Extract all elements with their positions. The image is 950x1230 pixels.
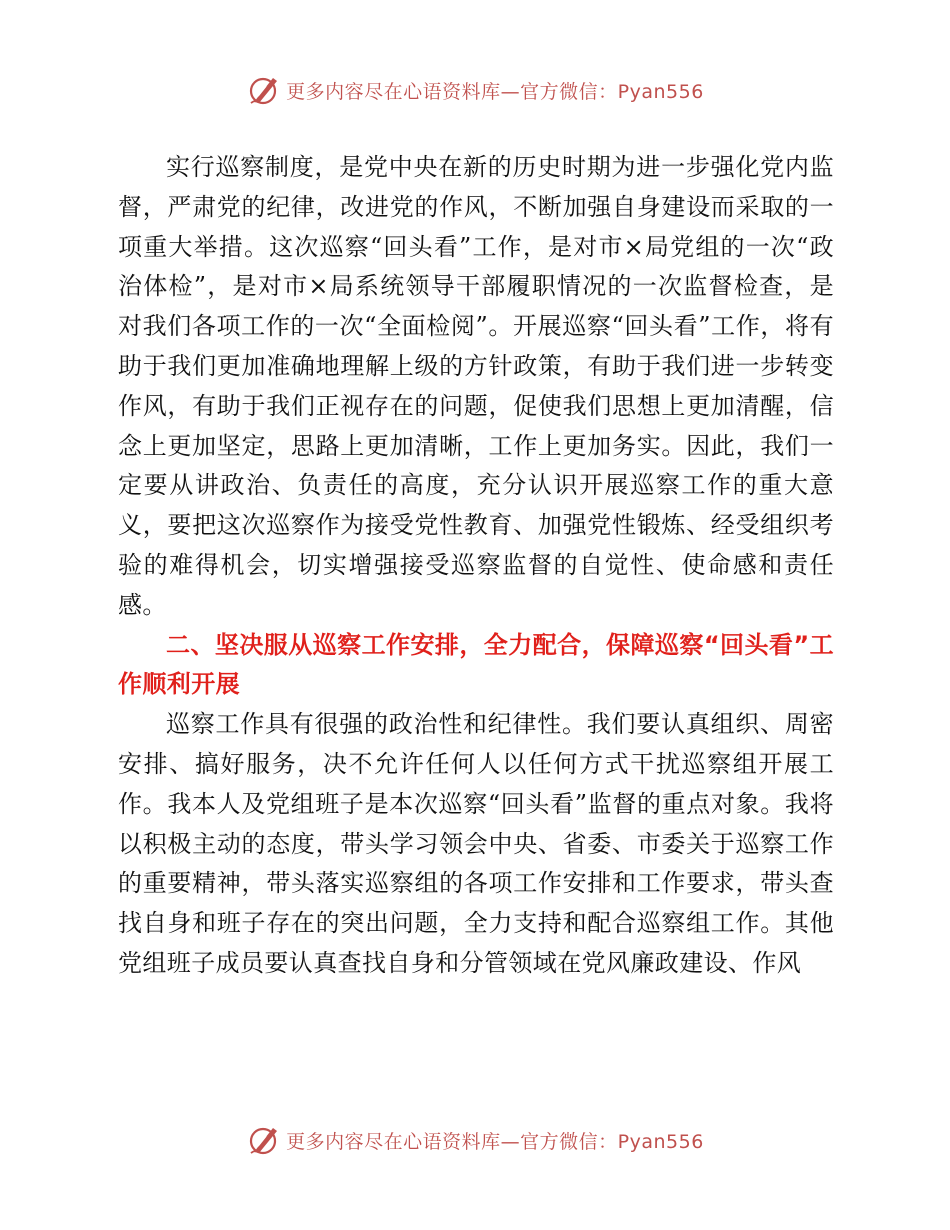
document-body bbox=[118, 148, 834, 984]
header-banner bbox=[0, 70, 950, 110]
footer-banner-text: 更多内容尽在心语资料库—官方微信：Pyan556 bbox=[286, 1130, 704, 1153]
body-paragraph: 实行巡察制度，是党中央在新的历史时期为进一步强化党内监督，严肃党的纪律，改进党的作风，不断加强自身建设而采取的一项重大举措。这次巡察“回头看”工作，是对市×局党组的一次“政治体检”，是对市×局系统领导干部履职情况的一次监督检查，是对我们各项工作的一次“全面检阅”。开展巡察“回头看”工作，将有助于我们更加准确地理解上级的方针政策，有助于我们进一步转变作风，有助于我们正视存在的问题，促使我们思想上更加清醒，信念上更加坚定，思路上更加清晰，工作上更加务实。因此，我们一定要从讲政治、负责任的高度，充分认识开展巡察工作的重大意义，要把这次巡察作为接受党性教育、加强党性锻炼、经受组织考验的难得机会，切实增强接受巡察监督的自觉性、使命感和责任感。 bbox=[118, 153, 834, 619]
header-banner-text: 更多内容尽在心语资料库—官方微信：Pyan556 bbox=[286, 80, 704, 103]
body-paragraph: 巡察工作具有很强的政治性和纪律性。我们要认真组织、周密安排、搞好服务，决不允许任何人以任何方式干扰巡察组开展工作。我本人及党组班子是本次巡察“回头看”监督的重点对象。我将以积极主动的态度，带头学习领会中央、省委、市委关于巡察工作的重要精神，带头落实巡察组的各项工作安排和工作要求，带头查找自身和班子存在的突出问题，全力支持和配合巡察组工作。其他党组班子成员要认真查找自身和分管领域在党风廉政建设、作风 bbox=[118, 710, 834, 977]
footer-banner bbox=[0, 1120, 950, 1160]
quill-pen-logo-icon bbox=[246, 1122, 282, 1158]
quill-pen-logo-icon bbox=[246, 72, 282, 108]
section-heading: 二、坚决服从巡察工作安排，全力配合，保障巡察“回头看”工作顺利开展 bbox=[118, 630, 834, 699]
